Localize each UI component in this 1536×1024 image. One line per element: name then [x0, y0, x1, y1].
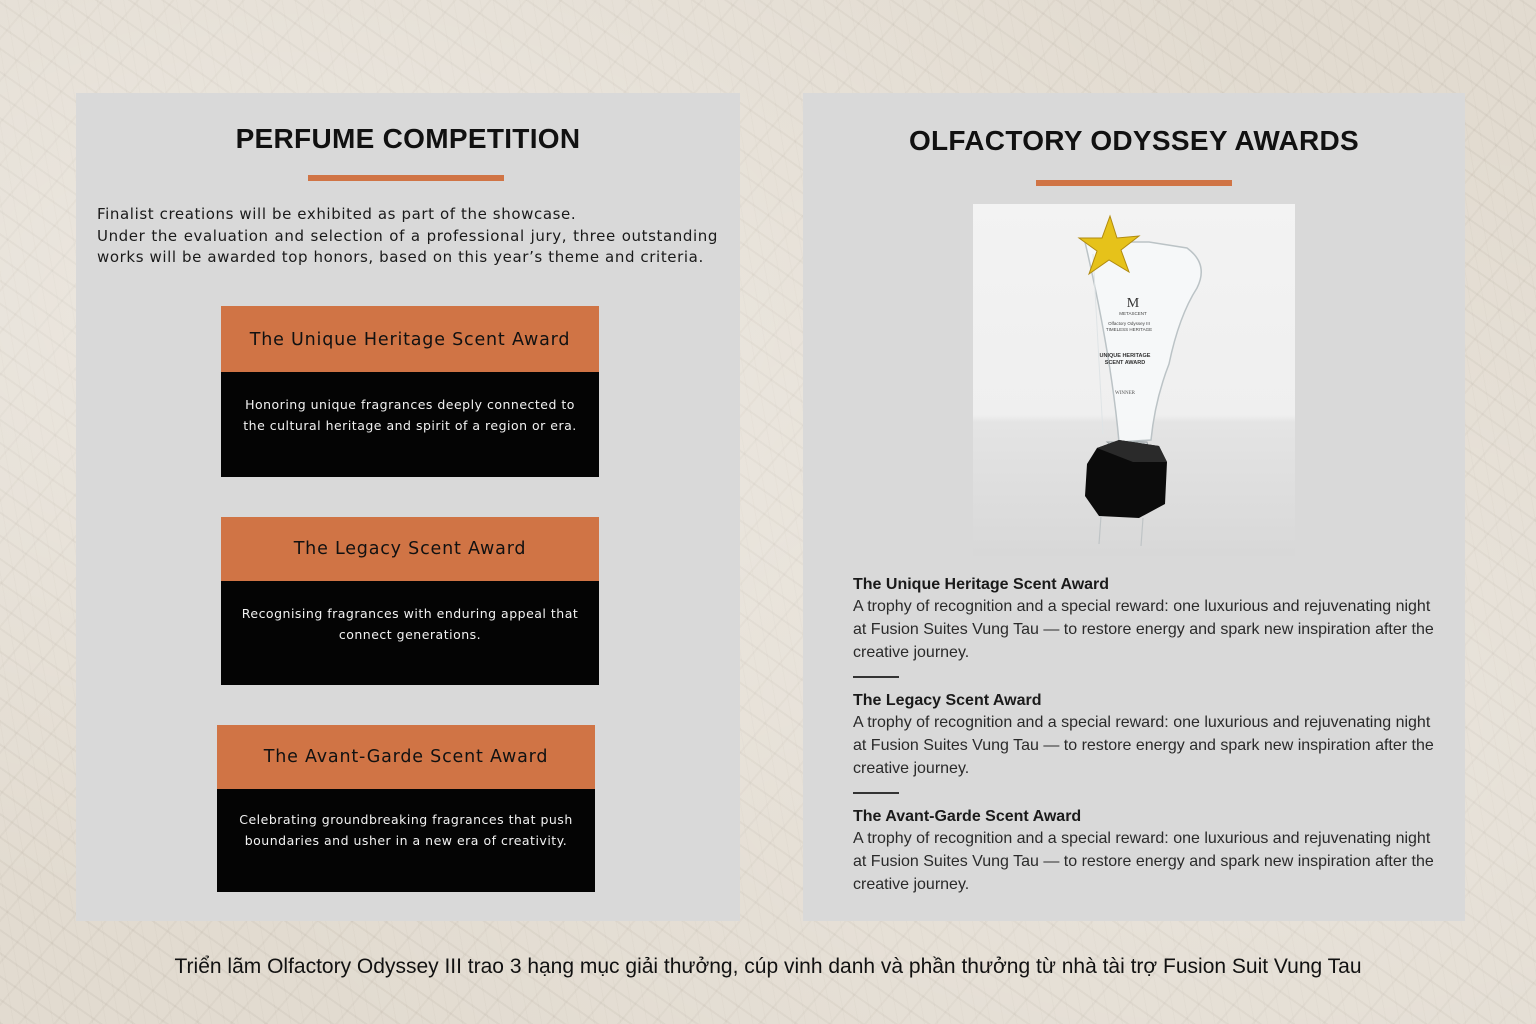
trophy-logo: M — [1126, 296, 1140, 311]
reward-item — [853, 574, 1443, 664]
reward-title: The Unique Heritage Scent Award — [853, 576, 1110, 593]
perfume-competition-panel — [76, 93, 740, 921]
reward-title: The Avant-Garde Scent Award — [853, 808, 1082, 825]
intro-line-2: Under the evaluation and selection of a professional jury, three outstanding works will be awarded top honors, based on this year’s theme and criteria. — [97, 226, 718, 266]
reward-description: A trophy of recognition and a special reward: one luxurious and rejuvenating night at Fusion Suites Vung Tau — to restore energy and spark new inspiration after the creative journey. — [853, 830, 1434, 893]
trophy-illustration — [973, 204, 1295, 556]
award-card-description: Honoring unique fragrances deeply connected to the cultural heritage and spirit of a region or era. — [221, 372, 599, 477]
trophy-winner: WINNER — [1115, 391, 1135, 396]
trophy-photo — [973, 204, 1295, 556]
award-card-title: The Legacy Scent Award — [221, 517, 599, 581]
trophy-award-line-2: SCENT AWARD — [1104, 360, 1146, 366]
award-card-description: Celebrating groundbreaking fragrances that push boundaries and usher in a new era of creativity. — [217, 789, 595, 892]
award-card-unique-heritage — [221, 306, 599, 477]
title-underline — [1036, 180, 1232, 186]
award-card-avant-garde — [217, 725, 595, 892]
award-card-title: The Avant-Garde Scent Award — [217, 725, 595, 789]
intro-text — [97, 204, 718, 269]
reward-item — [853, 806, 1443, 896]
olfactory-odyssey-awards-panel — [803, 93, 1465, 921]
trophy-event-line-2: TIMELESS HERITAGE — [1105, 327, 1153, 332]
base-reflection — [1099, 516, 1143, 546]
panel-title: OLFACTORY ODYSSEY AWARDS — [908, 125, 1360, 156]
reward-item — [853, 690, 1443, 780]
glass-plaque — [1085, 242, 1201, 442]
award-card-title: The Unique Heritage Scent Award — [221, 306, 599, 372]
reward-description: A trophy of recognition and a special reward: one luxurious and rejuvenating night at Fusion Suites Vung Tau — to restore energy and spark new inspiration after the creative journey. — [853, 714, 1434, 777]
trophy-award-line-1: UNIQUE HERITAGE — [1099, 353, 1151, 359]
divider — [853, 792, 899, 794]
award-card-description: Recognising fragrances with enduring appeal that connect generations. — [221, 581, 599, 685]
caption: Triển lãm Olfactory Odyssey III trao 3 hạng mục giải thưởng, cúp vinh danh và phần thưởng từ nhà tài trợ Fusion Suit Vung Tau — [174, 955, 1362, 978]
trophy-brand: METASCENT — [1119, 311, 1147, 316]
panel-title: PERFUME COMPETITION — [235, 123, 581, 154]
intro-line-1: Finalist creations will be exhibited as part of the showcase. — [97, 205, 577, 223]
title-underline — [308, 175, 504, 181]
award-card-legacy — [221, 517, 599, 685]
divider — [853, 676, 899, 678]
award-rewards-list — [853, 574, 1443, 896]
trophy-event-line-1: Olfactory Odyssey III — [1108, 321, 1150, 326]
reward-description: A trophy of recognition and a special reward: one luxurious and rejuvenating night at Fusion Suites Vung Tau — to restore energy and spark new inspiration after the creative journey. — [853, 598, 1434, 661]
reward-title: The Legacy Scent Award — [853, 692, 1042, 709]
